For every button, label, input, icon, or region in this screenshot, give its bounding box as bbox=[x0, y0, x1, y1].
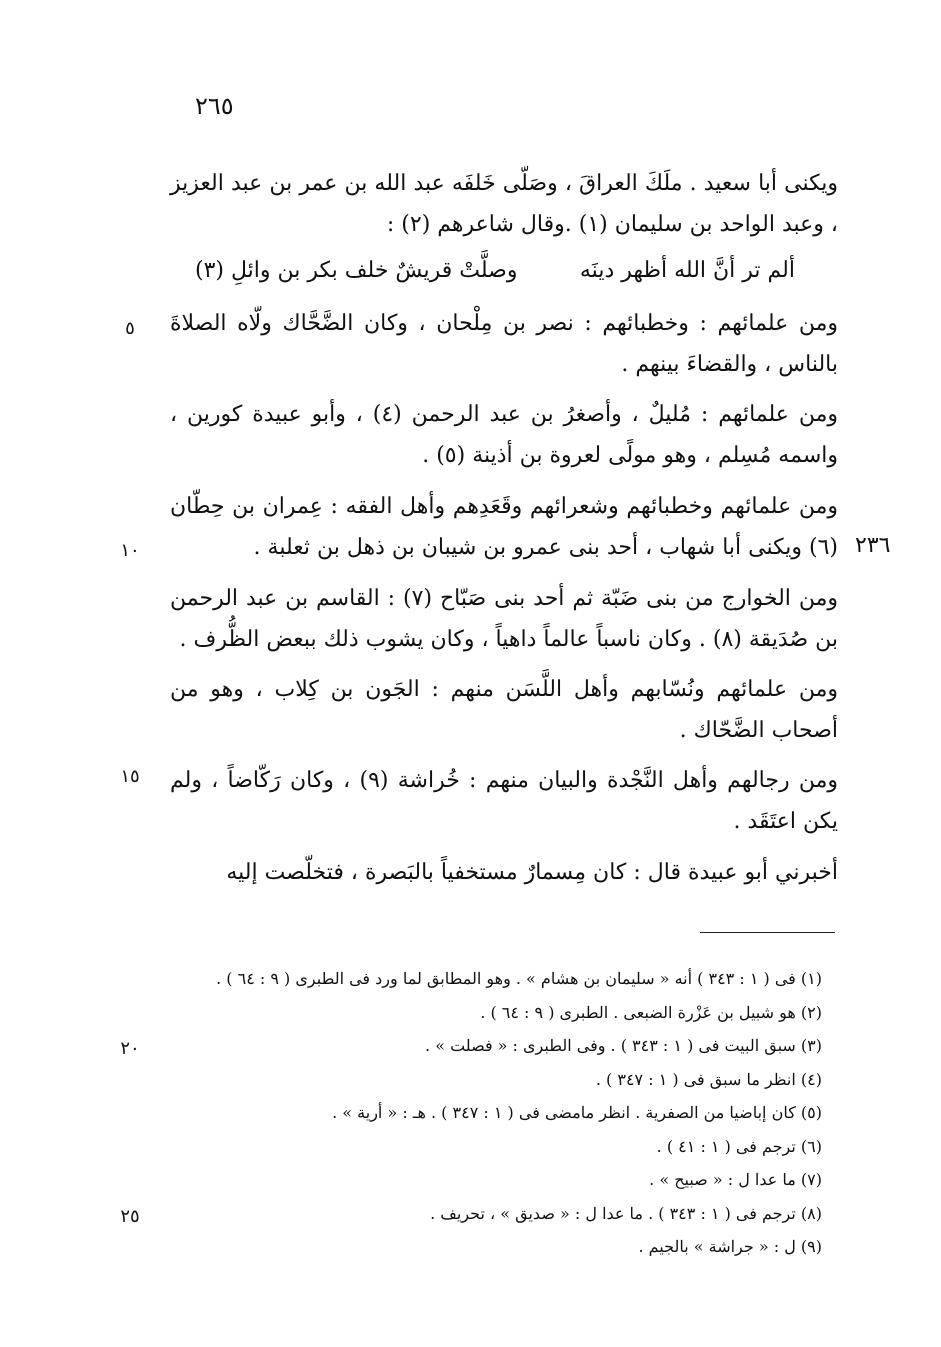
footnote-1: (١) فى ( ١ : ٣٤٣ ) أنه « سليمان بن هشام » . وهو المطابق لما ورد فى الطبرى ( ٩ : ٦٤ ) . bbox=[216, 969, 822, 988]
paragraph-1: ويكنى أبا سعيد . ملَكَ العراقَ ، وصَلّى خَلفَه عبد الله بن عمر بن عبد العزيز ، وعبد الواحد بن سليمان (١) .وقال شاعرهم (٢) : bbox=[170, 171, 838, 237]
paragraph-3: ومن علمائهم : مُليلٌ ، وأصغرُ بن عبد الرحمن (٤) ، وأبو عبيدة كورين ، واسمه مُسِلم ، وهو مولًى لعروة بن أذينة (٥) . bbox=[170, 402, 838, 468]
footnote-4: (٤) انظر ما سبق فى ( ١ : ٣٤٧ ) . bbox=[595, 1069, 822, 1089]
paragraph-5: ومن الخوارج من بنى ضَبّة ثم أحد بنى صَبّاح (٧) : القاسم بن عبد الرحمن بن صُدَيقة (٨) . وكان ناسباً عالماً داهياً ، وكان يشوب ذلك ببعض الظُّرف . bbox=[170, 586, 839, 652]
footnote-2: (٢) هو شبيل بن عَزْرة الضبعى . الطبرى ( ٩ : ٦٤ ) . bbox=[480, 1002, 822, 1022]
footnote-9: (٩) ل : « جراشة » بالجيم . bbox=[638, 1237, 822, 1256]
line-number-10: ١٠ bbox=[120, 540, 140, 561]
footnotes-list bbox=[150, 962, 822, 1264]
footnote-3: (٣) سبق البيت فى ( ١ : ٣٤٣ ) . وفى الطبرى : « فصلت » . bbox=[425, 1036, 822, 1055]
paragraph-6: ومن علمائهم ونُسّابهم وأهل اللَّسَن منهم : الجَون بن كِلاب ، وهو من أصحاب الضَّحّاك . bbox=[170, 677, 838, 743]
verse-first-hemistich: ألم تر أنَّ الله أظهر دينَه bbox=[579, 258, 795, 283]
page-number: ٢٦٥ bbox=[195, 92, 234, 120]
footnote-separator bbox=[700, 932, 835, 933]
source-page-number: ٢٣٦ bbox=[855, 533, 891, 558]
footnote-5: (٥) كان إباضيا من الصفرية . انظر مامضى فى ( ١ : ٣٤٧ ) . هـ : « أرية » . bbox=[332, 1103, 822, 1122]
paragraph-7: ومن رجالهم وأهل النَّجْدة والبيان منهم : خُراشة (٩) ، وكان رَكّاضاً ، ولم يكن اعتَقَد . bbox=[170, 768, 838, 834]
line-number-15: ١٥ bbox=[120, 766, 140, 787]
footnote-7: (٧) ما عدا ل : « صبيح » . bbox=[649, 1170, 822, 1189]
line-number-25: ٢٥ bbox=[120, 1206, 140, 1227]
line-number-20: ٢٠ bbox=[120, 1038, 140, 1059]
footnote-6: (٦) ترجم فى ( ١ : ٤١ ) . bbox=[656, 1136, 822, 1156]
verse-line bbox=[195, 250, 795, 291]
paragraph-2: ومن علمائهم : وخطبائهم : نصر بن مِلْحان ، وكان الضَّحَّاك ولّاه الصلاةَ بالناس ، والقضاءَ بينهم . bbox=[170, 311, 838, 377]
paragraph-8: أخبرني أبو عبيدة قال : كان مِسمارٌ مستخفياً بالبَصرة ، فتخلّصت إليه bbox=[226, 860, 838, 885]
line-number-5: ٥ bbox=[125, 318, 135, 339]
paragraph-4: ومن علمائهم وخطبائهم وشعرائهم وقَعَدِهم وأهل الفقه : عِمران بن حِطّان (٦) ويكنى أبا شهاب ، أحد بنى عمرو بن شيبان بن ذهل بن ثعلبة . bbox=[170, 494, 838, 560]
verse-second-hemistich: وصلَّتْ قريشٌ خلف بكر بن وائلِ (٣) bbox=[195, 258, 518, 283]
footnote-8: (٨) ترجم فى ( ١ : ٣٤٣ ) . ما عدا ل : « صديق » ، تحريف . bbox=[430, 1203, 822, 1223]
